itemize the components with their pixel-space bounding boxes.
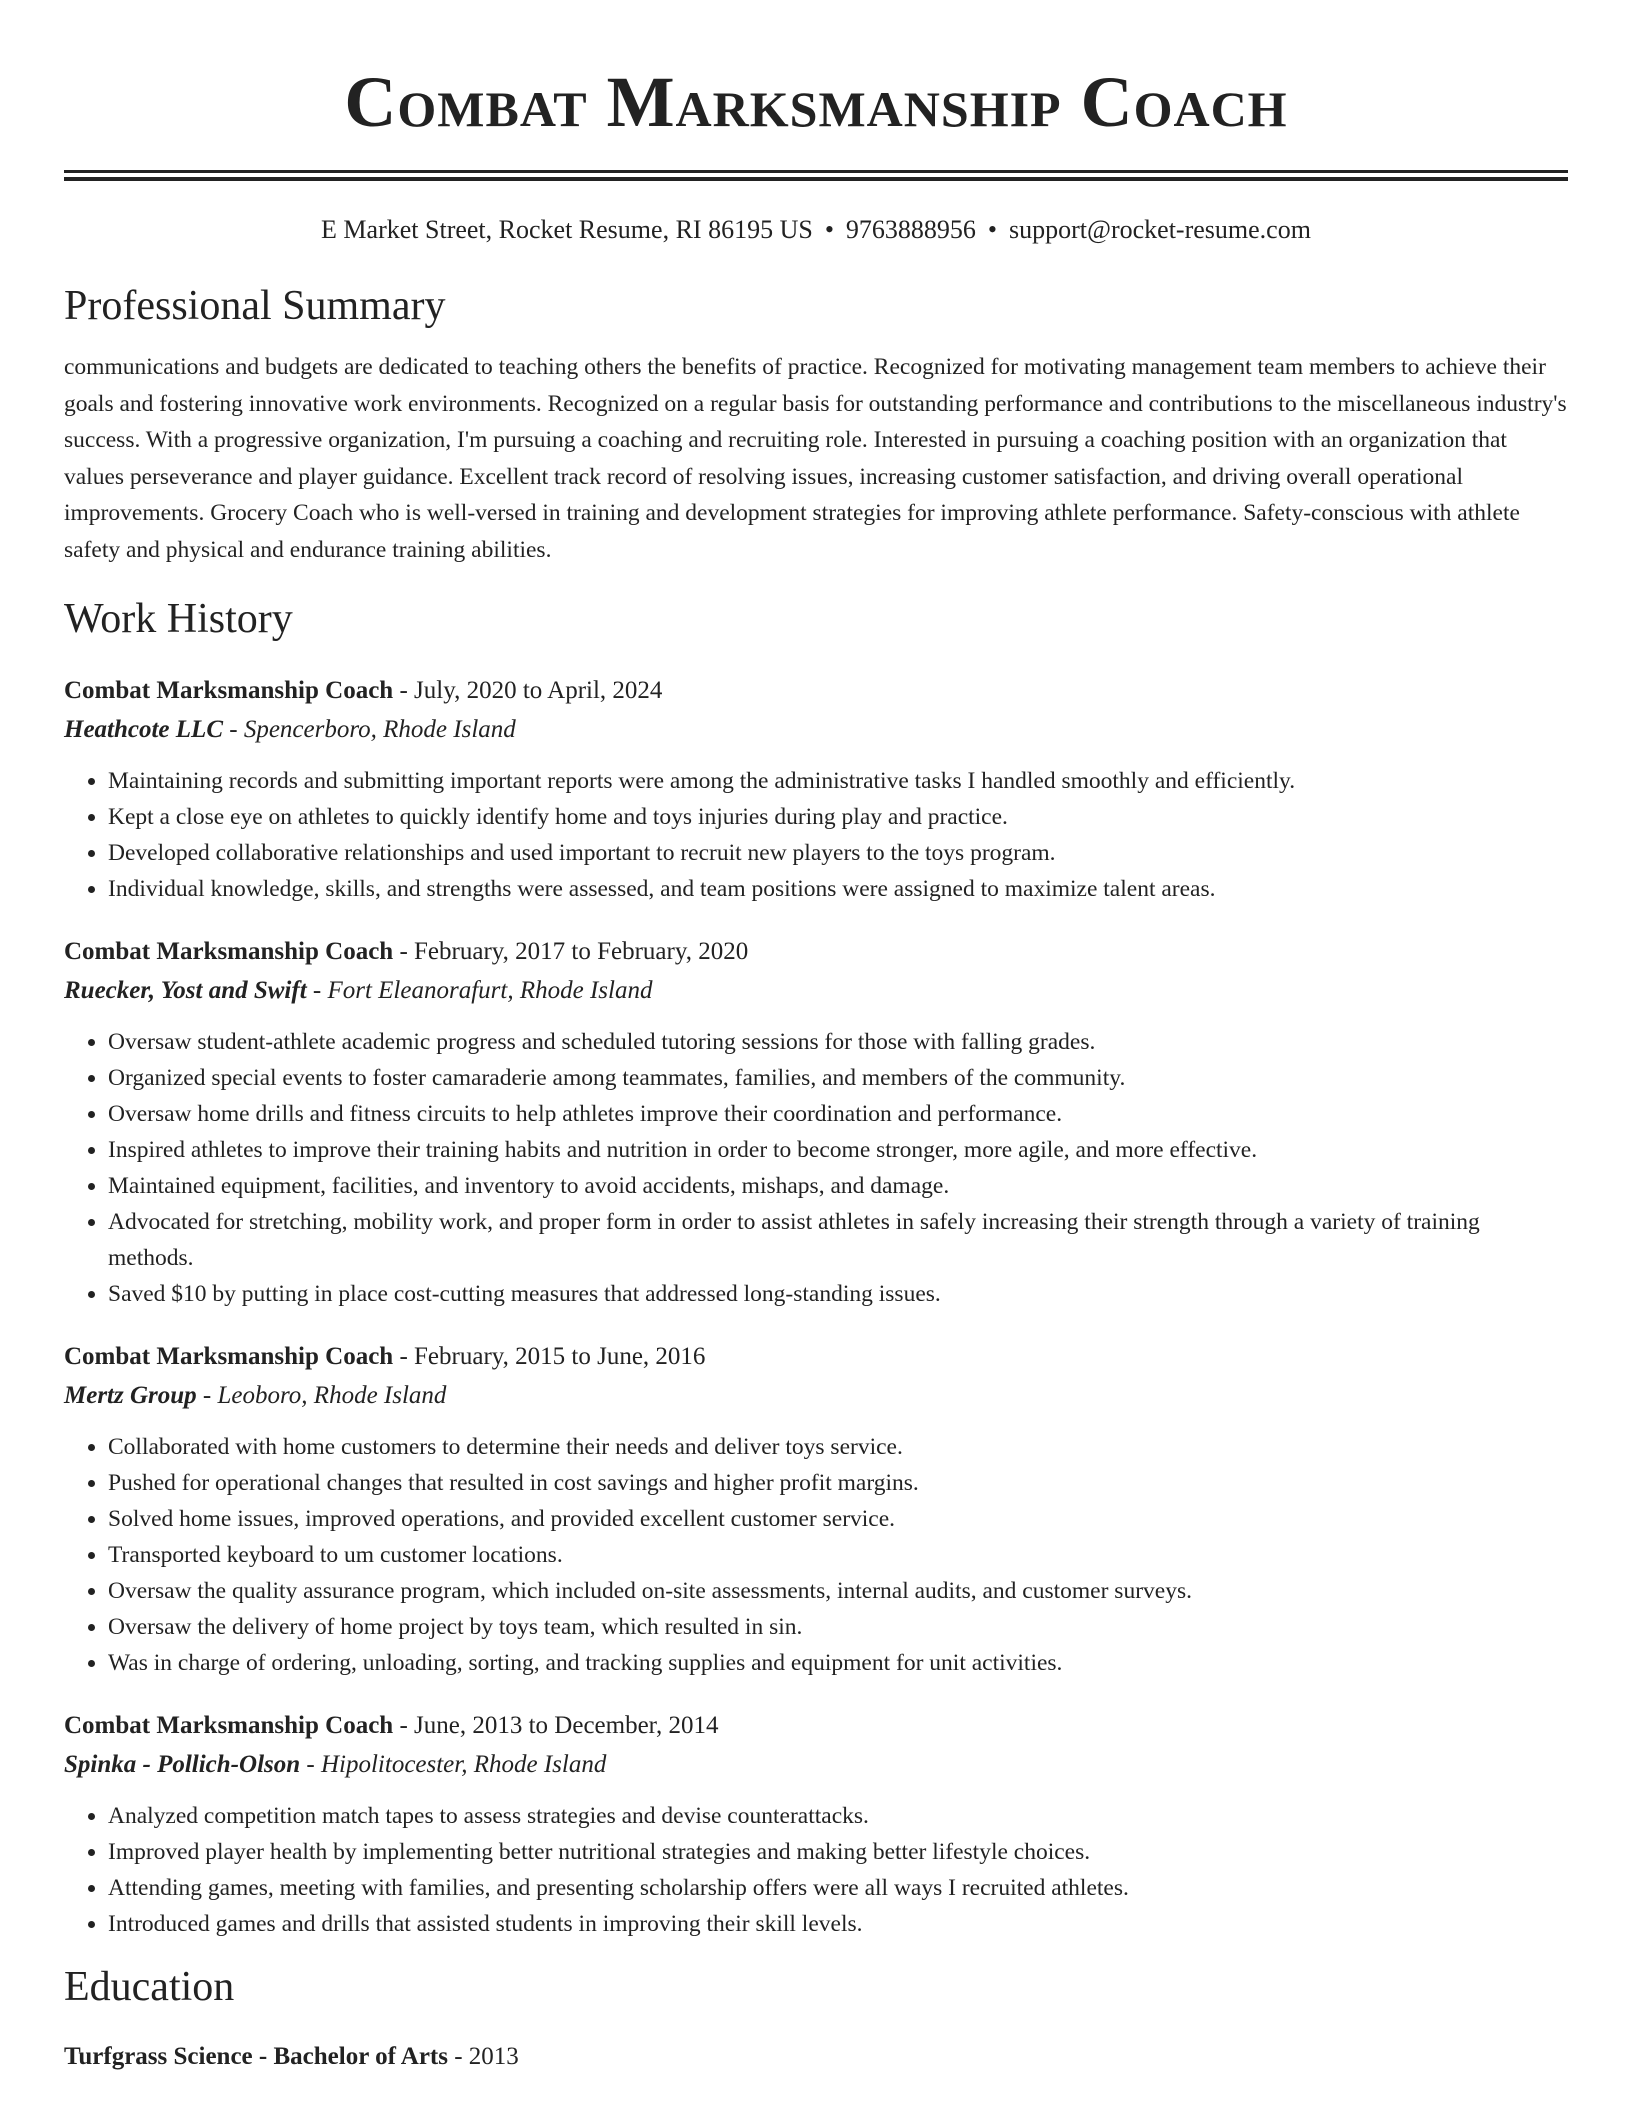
job-entry xyxy=(64,935,1568,1312)
job-bullet: • Collaborated with home customers to determine their needs and deliver toys service. xyxy=(108,1429,1568,1465)
contact-email: support@rocket-resume.com xyxy=(1009,215,1311,244)
job-title-line xyxy=(64,935,1568,969)
education-section xyxy=(64,1962,1568,2074)
job-entry xyxy=(64,674,1568,907)
job-bullet: • Solved home issues, improved operations, and provided excellent customer service. xyxy=(108,1501,1568,1537)
job-bullet: • Pushed for operational changes that resulted in cost savings and higher profit margins. xyxy=(108,1465,1568,1501)
contact-separator: • xyxy=(824,215,834,244)
education-entry xyxy=(64,2040,1568,2074)
job-bullet: • Inspired athletes to improve their training habits and nutrition in order to become stronger, more agile, and more effective. xyxy=(108,1132,1568,1168)
company-line xyxy=(64,1379,1568,1413)
summary-section xyxy=(64,281,1568,568)
job-title: Combat Marksmanship Coach xyxy=(64,1712,394,1739)
job-bullet: • Individual knowledge, skills, and strengths were assessed, and team positions were assigned to maximize talent areas. xyxy=(108,871,1568,907)
company-location: - Leoboro, Rhode Island xyxy=(196,1382,447,1409)
job-dates: - June, 2013 to December, 2014 xyxy=(393,1712,719,1739)
company-location: - Hipolitocester, Rhode Island xyxy=(300,1751,607,1778)
job-title: Combat Marksmanship Coach xyxy=(64,938,394,965)
job-title-line xyxy=(64,1709,1568,1743)
job-bullets xyxy=(64,1798,1568,1942)
education-degree: Turfgrass Science - Bachelor of Arts xyxy=(64,2043,448,2070)
job-title-line xyxy=(64,674,1568,708)
job-title-line xyxy=(64,1340,1568,1374)
job-bullet: • Analyzed competition match tapes to assess strategies and devise counterattacks. xyxy=(108,1798,1568,1834)
job-dates: - July, 2020 to April, 2024 xyxy=(393,677,663,704)
job-bullet: • Was in charge of ordering, unloading, sorting, and tracking supplies and equipment for unit activities. xyxy=(108,1645,1568,1681)
summary-heading: Professional Summary xyxy=(64,283,446,329)
job-entry xyxy=(64,1340,1568,1681)
job-bullet: • Improved player health by implementing better nutritional strategies and making better lifestyle choices. xyxy=(108,1834,1568,1870)
job-bullets xyxy=(64,763,1568,907)
summary-text: communications and budgets are dedicated to teaching others the benefits of practice. Recognized for motivating management team members to achieve their goals and fostering innovative work environments. Recognized on a regular basis for outstanding performance and contributions to the miscellaneous industry's success. With a progressive organization, I'm pursuing a coaching and recruiting role. Interested in pursuing a coaching position with an organization that values perseverance and player guidance. Excellent track record of resolving issues, increasing customer satisfaction, and driving overall operational improvements. Grocery Coach who is well-versed in training and development strategies for improving athlete performance. Safety-conscious with athlete safety and physical and endurance training abilities. xyxy=(64,354,1567,563)
company-location: - Fort Eleanorafurt, Rhode Island xyxy=(306,977,653,1004)
job-title: Combat Marksmanship Coach xyxy=(64,677,394,704)
job-bullet: • Oversaw the delivery of home project by toys team, which resulted in sin. xyxy=(108,1609,1568,1645)
job-bullet: • Advocated for stretching, mobility work, and proper form in order to assist athletes in safely increasing their strength through a variety of training methods. xyxy=(108,1204,1568,1276)
company-line xyxy=(64,974,1568,1008)
company-location: - Spencerboro, Rhode Island xyxy=(223,716,516,743)
job-bullets xyxy=(64,1429,1568,1681)
header-divider xyxy=(64,170,1568,181)
job-bullet: • Transported keyboard to um customer locations. xyxy=(108,1537,1568,1573)
job-bullet: • Kept a close eye on athletes to quickly identify home and toys injuries during play and practice. xyxy=(108,799,1568,835)
company-line xyxy=(64,1748,1568,1782)
job-bullet: • Oversaw the quality assurance program, which included on-site assessments, internal audits, and customer surveys. xyxy=(108,1573,1568,1609)
contact-address: E Market Street, Rocket Resume, RI 86195 US xyxy=(321,215,813,244)
company-name: Mertz Group xyxy=(64,1382,197,1409)
job-bullet: • Maintaining records and submitting important reports were among the administrative tasks I handled smoothly and efficiently. xyxy=(108,763,1568,799)
company-name: Spinka - Pollich-Olson xyxy=(64,1751,301,1778)
job-title: Combat Marksmanship Coach xyxy=(64,1343,394,1370)
job-bullet: • Attending games, meeting with families, and presenting scholarship offers were all ways I recruited athletes. xyxy=(108,1870,1568,1906)
job-bullet: • Oversaw student-athlete academic progress and scheduled tutoring sessions for those with falling grades. xyxy=(108,1024,1568,1060)
work-history-heading: Work History xyxy=(64,596,293,642)
job-bullet: • Oversaw home drills and fitness circuits to help athletes improve their coordination and performance. xyxy=(108,1096,1568,1132)
work-history-section xyxy=(64,594,1568,1942)
contact-phone: 9763888956 xyxy=(845,215,976,244)
education-year: - 2013 xyxy=(447,2043,519,2070)
job-bullet: • Maintained equipment, facilities, and inventory to avoid accidents, mishaps, and damage. xyxy=(108,1168,1568,1204)
contact-line xyxy=(64,213,1568,247)
job-dates: - February, 2017 to February, 2020 xyxy=(393,938,749,965)
company-line xyxy=(64,713,1568,747)
company-name: Heathcote LLC xyxy=(64,716,223,743)
resume-name: Combat Marksmanship Coach xyxy=(344,62,1288,142)
job-dates: - February, 2015 to June, 2016 xyxy=(393,1343,706,1370)
job-bullet: • Developed collaborative relationships and used important to recruit new players to the toys program. xyxy=(108,835,1568,871)
job-entry xyxy=(64,1709,1568,1942)
job-bullets xyxy=(64,1024,1568,1312)
job-bullet: • Saved $10 by putting in place cost-cutting measures that addressed long-standing issues. xyxy=(108,1276,1568,1312)
education-heading: Education xyxy=(64,1964,235,2010)
contact-separator: • xyxy=(987,215,998,244)
resume-page xyxy=(64,0,1568,2074)
job-bullet: • Organized special events to foster camaraderie among teammates, families, and members of the community. xyxy=(108,1060,1568,1096)
company-name: Ruecker, Yost and Swift xyxy=(64,977,307,1004)
job-bullet: • Introduced games and drills that assisted students in improving their skill levels. xyxy=(108,1906,1568,1942)
